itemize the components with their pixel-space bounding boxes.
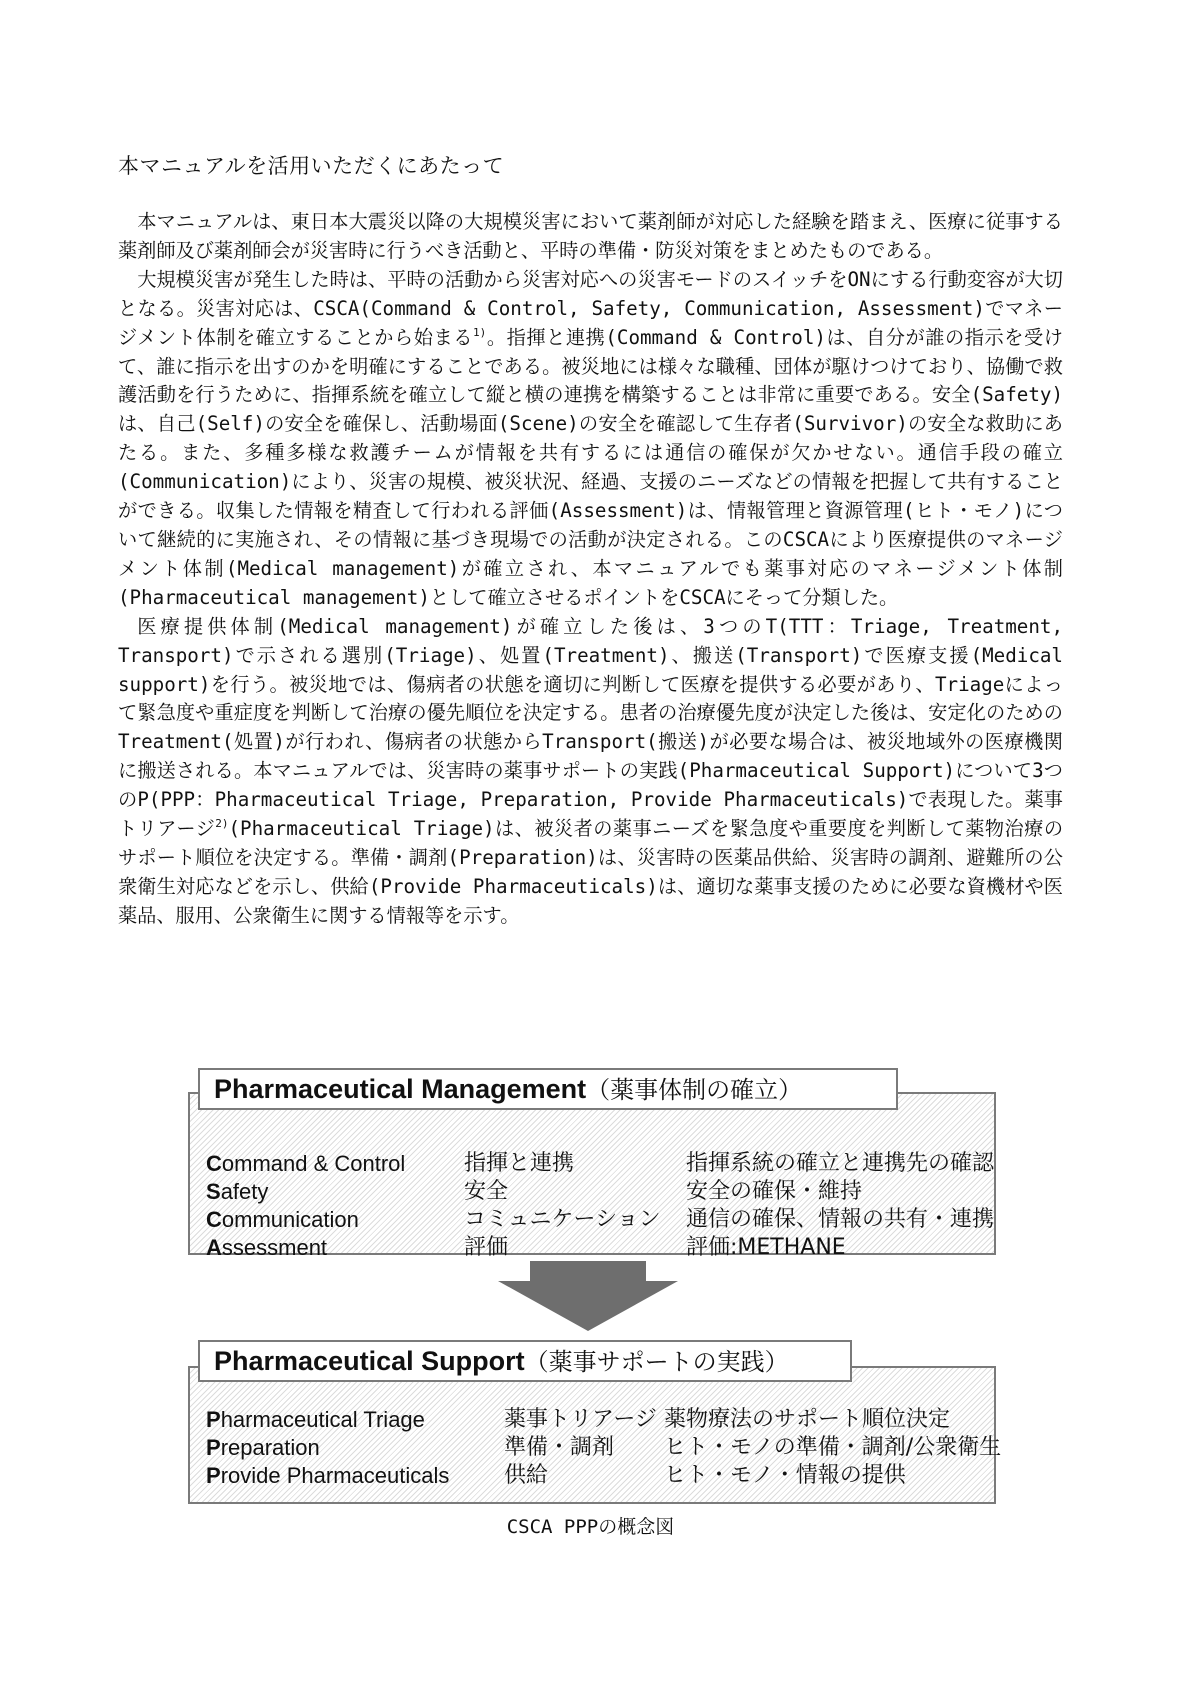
paragraph-3: [118, 613, 1063, 931]
management-row: [206, 1150, 995, 1178]
term-initial: A: [206, 1235, 222, 1260]
row-jp: 準備・調剤: [504, 1435, 615, 1460]
support-title: [198, 1340, 852, 1382]
support-box: [188, 1366, 1002, 1504]
term-rest: afety: [220, 1179, 269, 1204]
management-row: [206, 1234, 986, 1262]
csca-ppp-diagram: [188, 1062, 1002, 1502]
paragraph-3-part-a: 医療提供体制(Medical management)が確立した後は、3つのT(TTT：Triage, Treatment, Transport)で示される選別(Triage)、処置(Treatment)、搬送(Transport)で医療支援(Medical support)を行う。被災地では、傷病者の状態を適切に判断して医療を提供する必要があり、Triageによって緊急度や重症度を判断して治療の優先順位を決定する。患者の治療優先度が決定した後は、安定化のためのTreatment(処置)が行われ、傷病者の状態からTransport(搬送)が必要な場合は、被災地域外の医療機関に搬送される。本マニュアルでは、災害時の薬事サポートの実践(Pharmaceutical Support)について3つのP(PPP：Pharmaceutical Triage, Preparation, Provide Pharmaceuticals)で表現した。薬事トリアージ: [118, 614, 1063, 841]
row-desc: 指揮系統の確立と連携先の確認: [686, 1151, 995, 1176]
management-box: [188, 1092, 996, 1260]
paragraph-2-part-a: 大規模災害が発生した時は、平時の活動から災害対応への災害モードのスイッチをONにする行動変容が大切となる。災害対応は、CSCA(Command & Control, Safety, Communication, Assessment)でマネージメント体制を確立することから始まる: [118, 267, 1063, 349]
paragraph-2: [118, 266, 1063, 613]
page-heading: 本マニュアルを活用いただくにあたって: [118, 154, 505, 178]
footnote-ref-1: 1): [473, 325, 487, 339]
term-initial: P: [206, 1463, 221, 1488]
term-rest: rovide Pharmaceuticals: [220, 1463, 450, 1488]
term-rest: reparation: [220, 1435, 320, 1460]
footnote-ref-2: 2): [215, 817, 229, 831]
row-term: [206, 1206, 359, 1234]
management-title-jp: （薬事体制の確立）: [586, 1076, 803, 1104]
term-rest: ommunication: [221, 1207, 359, 1232]
row-jp: 安全: [464, 1179, 509, 1204]
paragraph-2-part-b: 。指揮と連携(Command & Control)は、自分が誰の指示を受けて、誰に指示を出すのかを明確にすることである。被災地には様々な職種、団体が駆けつけており、協働で救護活動を行うために、指揮系統を確立して縦と横の連携を構築することは非常に重要である。安全(Safety)は、自己(Self)の安全を確保し、活動場面(Scene)の安全を確認して生存者(Survivor)の安全な救助にあたる。また、多種多様な救護チームが情報を共有するには通信の確保が欠かせない。通信手段の確立(Communication)により、災害の規模、被災状況、経過、支援のニーズなどの情報を把握して共有することができる。収集した情報を精査して行われる評価(Assessment)は、情報管理と資源管理(ヒト・モノ)について継続的に実施され、その情報に基づき現場での活動が決定される。このCSCAにより医療提供のマネージメント体制(Medical management)が確立され、本マニュアルでも薬事対応のマネージメント体制(Pharmaceutical management)として確立させるポイントをCSCAにそって分類した。: [118, 325, 1063, 609]
management-row: [206, 1178, 986, 1206]
management-title: [198, 1068, 898, 1110]
term-initial: P: [206, 1435, 221, 1460]
term-initial: S: [206, 1179, 221, 1204]
row-desc: ヒト・モノの準備・調剤/公衆衛生: [664, 1435, 1002, 1460]
support-row: [206, 1406, 986, 1434]
row-desc: 評価:METHANE: [686, 1235, 846, 1260]
management-title-en: Pharmaceutical Management: [214, 1074, 587, 1104]
term-initial: C: [206, 1151, 222, 1176]
row-term: [206, 1434, 320, 1462]
term-rest: ommand & Control: [221, 1151, 406, 1176]
support-title-jp: （薬事サポートの実践）: [524, 1348, 789, 1376]
term-rest: ssessment: [221, 1235, 328, 1260]
row-jp: 評価: [464, 1235, 509, 1260]
down-arrow-icon: [498, 1261, 678, 1331]
term-initial: C: [206, 1207, 222, 1232]
row-jp: コミュニケーション: [464, 1207, 661, 1232]
paragraph-1: 本マニュアルは、東日本大震災以降の大規模災害において薬剤師が対応した経験を踏まえ、医療に従事する薬剤師及び薬剤師会が災害時に行うべき活動と、平時の準備・防災対策をまとめたものである。: [118, 210, 1063, 262]
row-jp: 供給: [504, 1463, 549, 1488]
support-title-en: Pharmaceutical Support: [214, 1346, 525, 1376]
row-desc: ヒト・モノ・情報の提供: [664, 1463, 906, 1488]
row-term: [206, 1406, 425, 1434]
row-jp: 薬事トリアージ: [504, 1407, 657, 1432]
row-desc: 通信の確保、情報の共有・連携: [686, 1207, 995, 1232]
management-row: [206, 1206, 995, 1234]
row-term: [206, 1150, 405, 1178]
support-row: [206, 1462, 986, 1490]
row-jp: 指揮と連携: [464, 1151, 575, 1176]
row-desc: 安全の確保・維持: [686, 1179, 863, 1204]
paragraph-3-part-b: (Pharmaceutical Triage)は、被災者の薬事ニーズを緊急度や重要度を判断して薬物治療のサポート順位を決定する。準備・調剤(Preparation)は、災害時の医薬品供給、災害時の調剤、避難所の公衆衛生対応などを示し、供給(Provide Pharmaceuticals)は、適切な薬事支援のために必要な資機材や医薬品、服用、公衆衛生に関する情報等を示す。: [118, 817, 1064, 927]
row-term: [206, 1462, 449, 1490]
row-term: [206, 1178, 268, 1206]
body-text: [118, 208, 1063, 931]
row-term: [206, 1234, 327, 1262]
term-rest: harmaceutical Triage: [220, 1407, 425, 1432]
figure-caption: CSCA PPPの概念図: [506, 1516, 675, 1538]
term-initial: P: [206, 1407, 221, 1432]
row-desc: 薬物療法のサポート順位決定: [664, 1407, 951, 1432]
support-row: [206, 1434, 1002, 1462]
